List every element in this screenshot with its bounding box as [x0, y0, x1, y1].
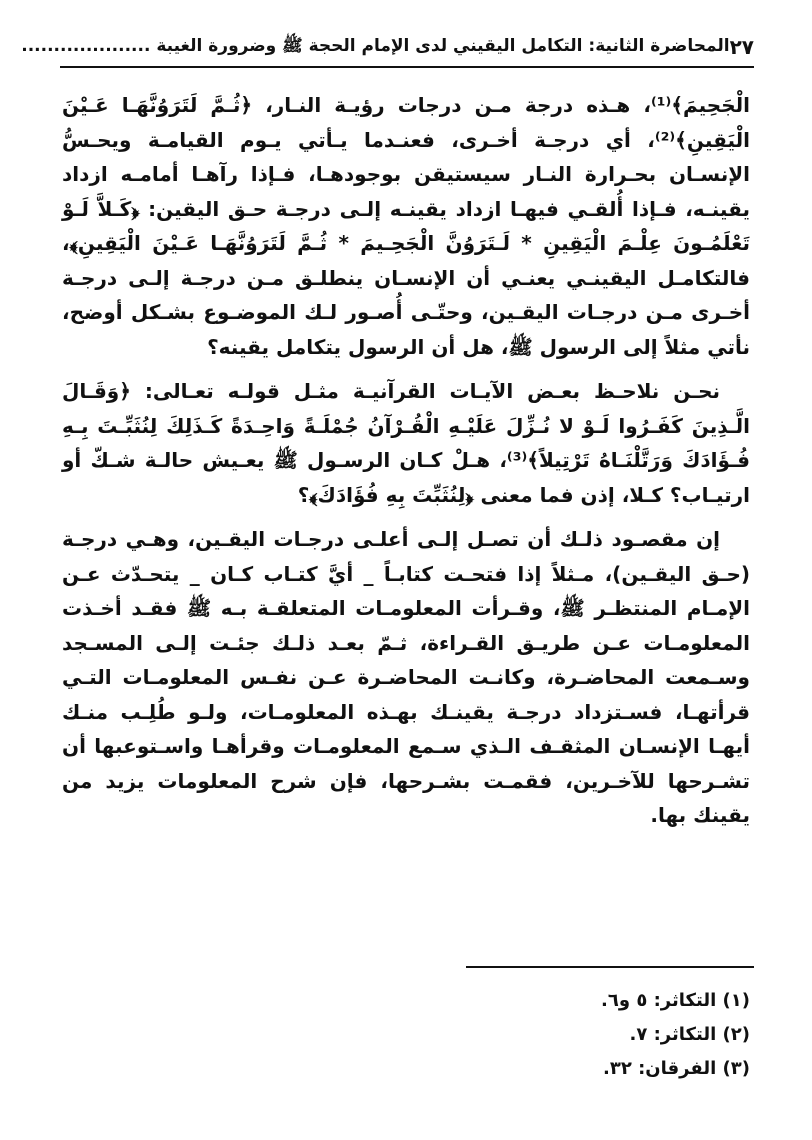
page-number: ٢٧: [729, 35, 754, 59]
footnote-2: (٢) التكاثر: ٧.: [629, 1024, 750, 1045]
footnote-divider: [466, 966, 754, 968]
paragraph-3: إن مقصـود ذلـك أن تصـل إلـى أعلـى درجـات اليقـين، وهـي درجـة (حـق اليقـين)، مـثلاً إذا فتحـت كتابـاً _ أيَّ كتـاب كـان _ يتحـدّث عـن الإمـام المنتظـر ﷺ، وقـرأت المعلومـات المتعلقـة بـه ﷺ فقـد أخـذت المعلومـات عـن طريـق القـراءة، ثـمّ بعـد ذلـك جئـت إلـى المسـجد وسـمعت المحاضـرة، وكانـت المحاضـرة عـن نفـس المعلومـات التـي قرأتهـا، فسـتزداد درجـة يقينـك بهـذه المعلومـات، ولـو طُلِـب منـك أيهـا الإنسـان المثقـف الـذي سـمع المعلومـات وقرأهـا واسـتوعبها أن تشـرحها للآخـرين، فقمـت بشـرحها، فإن شرح المعلومات يزيد من يقينك بها.: [62, 527, 750, 827]
header-title: المحاضرة الثانية: التكامل اليقيني لدى الإمام الحجة ﷺ وضرورة الغيبة ....................: [21, 35, 730, 56]
header-divider: [60, 66, 754, 68]
running-header: [21, 32, 754, 62]
paragraph-2: نحـن نلاحـظ بعـض الآيـات القرآنيـة مثـل قولـه تعـالى: ﴿وَقَـالَ الَّـذِينَ كَفَـرُوا لَـوْ لا نُـزِّلَ عَلَيْـهِ الْقُـرْآنُ جُمْلَـةً وَاحِـدَةً كَـذَلِكَ لِنُثَبِّـتَ بِـهِ فُـؤَادَكَ وَرَتَّلْنَـاهُ تَرْتِيلاً﴾⁽³⁾، هـلْ كـان الرسـول ﷺ يعـيش حالـة شـكّ أو ارتيـاب؟ كـلا، إذن فما معنى ﴿لِنُثَبِّتَ بِهِ فُؤَادَكَ﴾؟: [62, 379, 750, 507]
footnotes: [62, 984, 750, 1086]
paragraph-1: الْجَحِيمَ﴾⁽¹⁾، هـذه درجة مـن درجات رؤيـة النـار، ﴿ثُـمَّ لَتَرَوُنَّهَـا عَـيْنَ الْيَقِينِ﴾⁽²⁾، أي درجـة أخـرى، فعنـدما يـأتي يـوم القيامـة ويحـسُّ الإنسـان بحـرارة النـار سيستيقن بوجودهـا، فـإذا رآهـا أمامـه ازداد يقينـه، فـإذا أُلقـي فيهـا ازداد يقينـه إلـى درجـة حـق اليقين: ﴿كَـلاَّ لَـوْ تَعْلَمُـونَ عِلْـمَ الْيَقِينِ * لَـتَرَوُنَّ الْجَحِـيمَ * ثُـمَّ لَتَرَوُنَّهَـا عَـيْنَ الْيَقِينِ﴾، فالتكامـل اليقينـي يعنـي أن الإنسـان ينطلـق مـن درجـة إلـى درجـة أخـرى مـن درجـات اليقـين، وحتّـى أُصـور لـك الموضـوع بشـكل أوضح، نأتي مثلاً إلى الرسول ﷺ، هل أن الرسول يتكامل يقينه؟: [62, 93, 750, 359]
main-text: [62, 88, 750, 843]
footnote-1: (١) التكاثر: ٥ و٦.: [601, 990, 750, 1011]
footnote-3: (٣) الفرقان: ٣٢.: [602, 1058, 750, 1079]
